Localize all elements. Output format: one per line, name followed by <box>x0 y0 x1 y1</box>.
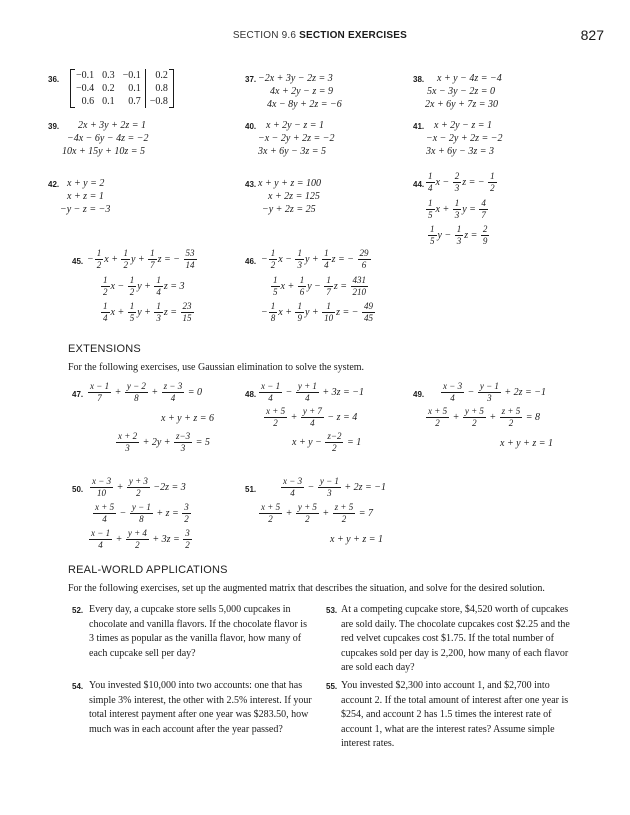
equation-line: $\frac{1}{2}$ x − $\frac{1}{2}$ y + $\frac{1}{4}$ z = 3 <box>103 275 185 297</box>
equation-line: x + 2y − z = 1 <box>434 120 493 131</box>
exercise-number: 36. <box>48 75 60 84</box>
augmented-matrix: −0.1 0.3 −0.1 0.2 −0.4 0.2 0.1 0.8 0.6 0.1 0.7 −0.8 <box>72 69 172 108</box>
exercise-number: 43. <box>245 180 257 189</box>
exercise-number: 52. <box>72 606 84 615</box>
equation-line: 4x + 2y − z = 9 <box>270 86 334 97</box>
exercise-number: 48. <box>245 390 257 399</box>
word-problem: You invested $2,300 into account 1, and $2,700 into account 2. If the total amount of interest after one year is $254, and account 2 has 1.5 times the interest rate of account 1, what are the interest rates? Assume simple interest rates. <box>341 680 569 749</box>
equation-line: x + 2z = 125 <box>268 191 320 202</box>
equation-line: x + y + z = 1 <box>330 534 384 545</box>
equation-line: 5x − 3y − 2z = 0 <box>427 86 496 97</box>
equation-line: $\frac{x + 5}{2}$ + $\frac{y + 5}{2}$ + $\frac{z + 5}{2}$ = 8 <box>428 406 540 428</box>
word-problem: At a competing cupcake store, $4,520 worth of cupcakes are sold daily. The chocolate cupcakes cost $2.25 and the red velvet cupcakes cost $1.75. If the total number of cupcakes sold per day is 2,200, how many of each flavor are sold each day? <box>341 604 570 673</box>
equation-line: $\frac{x + 2}{3}$ + 2y + $\frac{z-3}{3}$ = 5 <box>118 431 210 453</box>
exercise-number: 40. <box>245 122 257 131</box>
equation-line: 2x + 6y + 7z = 30 <box>425 99 499 110</box>
section-heading-extensions: EXTENSIONS <box>68 343 141 355</box>
equation-line: $\frac{x + 5}{2}$ + $\frac{y + 7}{4}$ − z = 4 <box>266 406 358 428</box>
equation-line: $\frac{x + 5}{4}$ − $\frac{y - 1}{8}$ + z = $\frac{3}{2}$ <box>95 502 189 524</box>
equation-line: 3x + 6y − 3z = 5 <box>258 146 327 157</box>
equation-line: 2x + 3y + 2z = 1 <box>78 120 147 131</box>
equation-line: $\frac{x - 1}{4}$ + $\frac{y + 4}{2}$ + 3z = $\frac{3}{2}$ <box>91 528 190 550</box>
equation-line: $\frac{1}{4}$ x − $\frac{2}{3}$ z = − $\frac{1}{2}$ <box>428 171 495 193</box>
equation-line: 10x + 15y + 10z = 5 <box>62 146 146 157</box>
equation-line: $\frac{x - 3}{10}$ + $\frac{y + 3}{2}$ −2z = 3 <box>92 476 186 498</box>
equation-line: $\frac{1}{4}$ x + $\frac{1}{5}$ y + $\frac{1}{3}$ z = $\frac{23}{15}$ <box>103 301 192 323</box>
word-problem: You invested $10,000 into two accounts: one that has simple 3% interest, the other with 2.5% interest. If your total interest payment after one year was $283.50, how much was in each account after the year passed? <box>89 680 312 735</box>
equation-line: $\frac{x - 3}{4}$ − $\frac{y - 1}{3}$ + 2z = −1 <box>443 381 547 403</box>
running-header <box>233 30 407 41</box>
exercise-number: 42. <box>48 180 60 189</box>
equation-line: $\frac{1}{5}$ x + $\frac{1}{6}$ y − $\frac{1}{7}$ z = $\frac{431}{210}$ <box>273 275 367 297</box>
equation-line: $\frac{x - 3}{4}$ − $\frac{y - 1}{3}$ + 2z = −1 <box>283 476 387 498</box>
equation-line: −y + 2z = 25 <box>262 204 316 215</box>
equation-line: x + z = 1 <box>67 191 104 202</box>
equation-line: x + y − 4z = −4 <box>437 73 502 84</box>
equation-line: x + 2y − z = 1 <box>266 120 325 131</box>
exercise-number: 47. <box>72 390 84 399</box>
equation-line: − $\frac{1}{2}$ x − $\frac{1}{3}$ y + $\frac{1}{4}$ z = − $\frac{29}{6}$ <box>261 248 369 270</box>
section-heading-applications: REAL-WORLD APPLICATIONS <box>68 564 228 576</box>
equation-line: $\frac{1}{5}$ x + $\frac{1}{3}$ y = $\frac{4}{7}$ <box>428 198 486 220</box>
exercise-number: 55. <box>326 682 338 691</box>
word-problem: Every day, a cupcake store sells 5,000 cupcakes in chocolate and vanilla flavors. If the chocolate flavor is 3 times as popular as the vanilla flavor, how many of each cupcake sell per day? <box>89 604 307 659</box>
matrix-bracket-right <box>169 69 174 108</box>
exercise-number: 46. <box>245 257 257 266</box>
exercise-number: 37. <box>245 75 257 84</box>
equation-line: x + y − $\frac{z-2}{2}$ = 1 <box>292 431 362 453</box>
equation-line: $\frac{1}{5}$ y − $\frac{1}{3}$ z = $\frac{2}{9}$ <box>430 224 488 246</box>
page-number: 827 <box>580 27 604 43</box>
equation-line: $\frac{x - 1}{7}$ + $\frac{y - 2}{8}$ + $\frac{z - 3}{4}$ = 0 <box>90 381 202 403</box>
exercise-number: 50. <box>72 485 84 494</box>
equation-line: x + y = 2 <box>67 178 105 189</box>
equation-line: − $\frac{1}{8}$ x + $\frac{1}{9}$ y + $\frac{1}{10}$ z = − $\frac{49}{45}$ <box>261 301 374 323</box>
exercise-number: 53. <box>326 606 338 615</box>
exercise-number: 45. <box>72 257 84 266</box>
exercise-number: 54. <box>72 682 84 691</box>
equation-line: x + y + z = 1 <box>500 438 554 449</box>
exercise-number: 39. <box>48 122 60 131</box>
equation-line: −x − 2y + 2z = −2 <box>258 133 335 144</box>
section-title: SECTION EXERCISES <box>299 30 407 41</box>
equation-line: x + y + z = 100 <box>258 178 322 189</box>
equation-line: −x − 2y + 2z = −2 <box>426 133 503 144</box>
equation-line: x + y + z = 6 <box>161 413 215 424</box>
exercise-number: 41. <box>413 122 425 131</box>
section-instruction: For the following exercises, use Gaussian elimination to solve the system. <box>68 362 365 373</box>
equation-line: − $\frac{1}{2}$ x + $\frac{1}{2}$ y + $\frac{1}{7}$ z = − $\frac{53}{14}$ <box>87 248 195 270</box>
exercise-number: 38. <box>413 75 425 84</box>
section-instruction: For the following exercises, set up the augmented matrix that describes the situation, and solve for the desired solution. <box>68 583 545 594</box>
equation-line: $\frac{x - 1}{4}$ − $\frac{y + 1}{4}$ + 3z = −1 <box>261 381 365 403</box>
exercise-number: 44. <box>413 180 425 189</box>
section-tag: SECTION 9.6 <box>232 30 297 41</box>
equation-line: 3x + 6y − 3z = 3 <box>426 146 495 157</box>
exercise-number: 51. <box>245 485 257 494</box>
equation-line: 4x − 8y + 2z = −6 <box>267 99 342 110</box>
equation-line: −2x + 3y − 2z = 3 <box>258 73 333 84</box>
matrix-bracket-left <box>70 69 75 108</box>
equation-line: $\frac{x + 5}{2}$ + $\frac{y + 5}{2}$ + $\frac{z + 5}{2}$ = 7 <box>261 502 373 524</box>
exercise-number: 49. <box>413 390 425 399</box>
equation-line: −y − z = −3 <box>60 204 111 215</box>
equation-line: −4x − 6y − 4z = −2 <box>67 133 149 144</box>
